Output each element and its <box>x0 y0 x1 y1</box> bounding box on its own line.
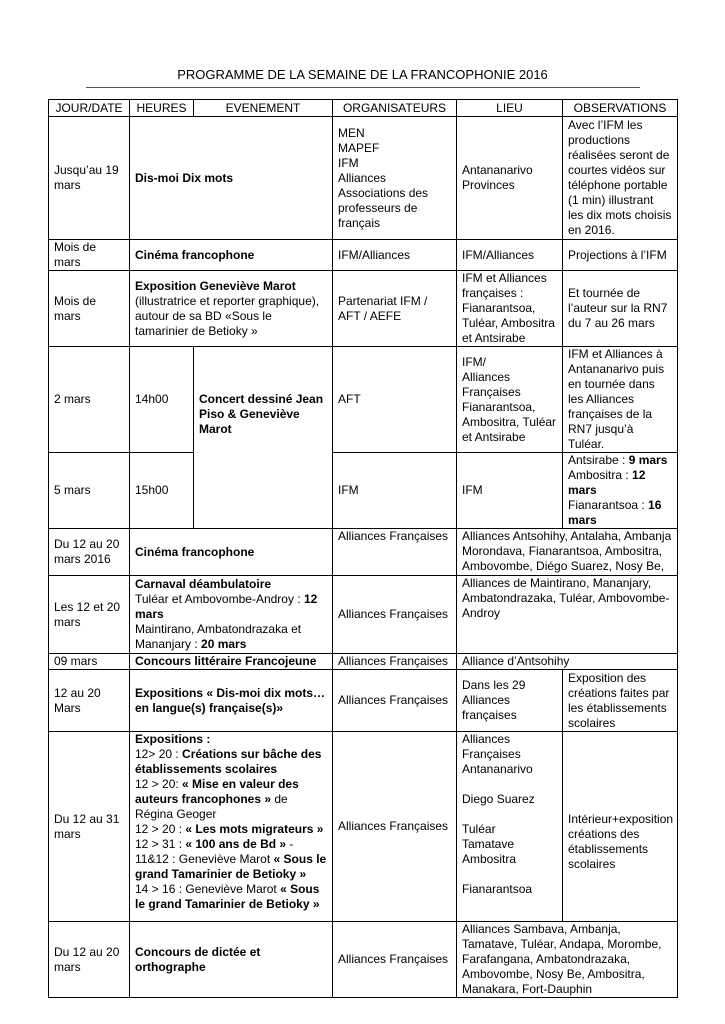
cell-place: IFM <box>457 453 563 529</box>
table-row <box>49 240 678 271</box>
cell-observations: Exposition des créations faites par les établissements scolaires <box>563 670 678 732</box>
cell-date: Mois de mars <box>49 240 130 271</box>
cell-event: Dis-moi Dix mots <box>130 117 333 240</box>
cell-date: 2 mars <box>49 347 130 453</box>
header-observations: OBSERVATIONS <box>563 100 678 117</box>
cell-organizers: AFT <box>333 347 457 453</box>
title-underline <box>86 87 640 88</box>
table-row <box>49 529 678 576</box>
table-header-row <box>49 100 678 117</box>
header-hours: HEURES <box>130 100 194 117</box>
cell-organizers: Alliances Françaises <box>333 922 457 998</box>
event-title: Exposition Geneviève Marot <box>135 278 296 293</box>
cell-organizers: MEN MAPEF IFM Alliances Associations des professeurs de français <box>333 117 457 240</box>
expo-name: Créations sur bâche des établissements scolaires <box>135 747 322 776</box>
cell-place: Dans les 29 Alliances françaises <box>457 670 563 732</box>
cell-place: Alliance d’Antsohihy <box>457 654 678 670</box>
expo-dates: 12> 20 : <box>135 747 183 761</box>
cell-date: Du 12 au 20 mars <box>49 922 130 998</box>
cell-date: Jusqu’au 19 mars <box>49 117 130 240</box>
page-title: PROGRAMME DE LA SEMAINE DE LA FRANCOPHONIE 2016 <box>177 67 548 82</box>
table-row <box>49 453 678 529</box>
cell-organizers: Alliances Françaises <box>333 732 457 922</box>
expo-name: « Sous le grand Tamarinier de Betioky » <box>135 882 320 911</box>
cell-date: 09 mars <box>49 654 130 670</box>
cell-event <box>130 576 333 654</box>
cell-place: IFM/Alliances <box>457 240 563 271</box>
obs-label: Fianarantsoa : <box>568 498 649 512</box>
cell-event: Expositions « Dis-moi dix mots… en langue(s) française(s)» <box>130 670 333 732</box>
table-row <box>49 347 678 453</box>
cell-organizers: Alliances Françaises <box>333 654 457 670</box>
cell-hours: 15h00 <box>130 453 194 529</box>
cell-event: Cinéma francophone <box>130 529 333 576</box>
event-line: Tuléar et Ambovombe-Androy : <box>135 592 304 606</box>
programme-table <box>48 99 678 998</box>
table-row <box>49 576 678 654</box>
cell-date: Les 12 et 20 mars <box>49 576 130 654</box>
expo-name: « Sous le grand Tamarinier de Betioky » <box>135 852 327 881</box>
event-title: Carnaval déambulatoire <box>135 577 272 591</box>
cell-place: Alliances Antsohihy, Antalaha, Ambanja Morondava, Fianarantsoa, Ambositra, Ambovombe, Diégo Suarez, Nosy Be, <box>457 529 678 576</box>
table-row <box>49 922 678 998</box>
cell-hours: 14h00 <box>130 347 194 453</box>
expo-dates: 12 > 31 : <box>135 837 186 851</box>
table-row <box>49 271 678 347</box>
cell-date: Du 12 au 31 mars <box>49 732 130 922</box>
expo-dates: 14 > 16 : Geneviève Marot <box>135 882 281 896</box>
expo-name: « 100 ans de Bd » <box>185 837 287 851</box>
expo-title: Expositions : <box>135 732 211 746</box>
cell-observations: Projections à l’IFM <box>563 240 678 271</box>
cell-organizers: IFM/Alliances <box>333 240 457 271</box>
cell-observations: Intérieur+exposition créations des établissements scolaires <box>563 732 678 922</box>
header-organizers: ORGANISATEURS <box>333 100 457 117</box>
table-row <box>49 732 678 922</box>
event-line: Maintirano, Ambatondrazaka et Mananjary : <box>135 622 302 651</box>
expo-dates: 11&12 : Geneviève Marot <box>135 852 274 866</box>
obs-label: Antsirabe : <box>568 453 629 467</box>
expo-dates: 12 > 20: <box>135 777 183 791</box>
cell-date: 12 au 20 Mars <box>49 670 130 732</box>
cell-observations <box>563 453 678 529</box>
cell-place: IFM et Alliances françaises : Fianarantsoa, Tuléar, Ambositra et Antsirabe <box>457 271 563 347</box>
table-row <box>49 117 678 240</box>
table-row <box>49 670 678 732</box>
cell-event <box>130 732 333 922</box>
cell-event: Concert dessiné Jean Piso & Geneviève Marot <box>194 347 333 529</box>
cell-place: Alliances Sambava, Ambanja, Tamatave, Tuléar, Andapa, Morombe, Farafangana, Ambatondrazaka, Ambovombe, Nosy Be, Ambositra, Manakara, Fort-Dauphin <box>457 922 678 998</box>
expo-dates: 12 > 20 : <box>135 822 186 836</box>
cell-date: 5 mars <box>49 453 130 529</box>
header-date: JOUR/DATE <box>49 100 130 117</box>
cell-place: IFM/ Alliances Françaises Fianarantsoa, Ambositra, Tuléar et Antsirabe <box>457 347 563 453</box>
cell-observations: Et tournée de l’auteur sur la RN7 du 7 au 26 mars <box>563 271 678 347</box>
expo-tail: de Régina Geoger <box>135 792 288 821</box>
expo-name: « Mise en valeur des auteurs francophones » <box>135 777 299 806</box>
cell-date: Du 12 au 20 mars 2016 <box>49 529 130 576</box>
cell-event: Concours de dictée et orthographe <box>130 922 333 998</box>
cell-observations: Avec l’IFM les productions réalisées seront de courtes vidéos sur téléphone portable (1 min) illustrant les dix mots choisis en 2016. <box>563 117 678 240</box>
cell-organizers: IFM <box>333 453 457 529</box>
header-event: EVENEMENT <box>194 100 333 117</box>
cell-place: Antananarivo Provinces <box>457 117 563 240</box>
table-row <box>49 654 678 670</box>
event-date: 20 mars <box>201 637 247 651</box>
cell-place: Alliances Françaises Antananarivo Diego Suarez Tuléar Tamatave Ambositra Fianarantsoa <box>457 732 563 922</box>
expo-tail: - <box>286 837 294 851</box>
cell-organizers: Alliances Françaises <box>333 670 457 732</box>
event-description: (illustratrice et reporter graphique), autour de sa BD «Sous le tamarinier de Betioky » <box>135 293 320 338</box>
cell-organizers: Alliances Françaises <box>333 529 457 576</box>
obs-date: 9 mars <box>628 453 668 467</box>
cell-date: Mois de mars <box>49 271 130 347</box>
obs-date: 16 mars <box>568 498 662 527</box>
expo-name: « Les mots migrateurs » <box>185 822 324 836</box>
cell-organizers: Alliances Françaises <box>333 576 457 654</box>
header-place: LIEU <box>457 100 563 117</box>
cell-event <box>130 271 333 347</box>
obs-date: 12 mars <box>568 468 646 497</box>
event-date: 12 mars <box>135 592 318 621</box>
cell-observations: IFM et Alliances à Antananarivo puis en tournée dans les Alliances françaises de la RN7 jusqu’à Tuléar. <box>563 347 678 453</box>
cell-event: Concours littéraire Francojeune <box>130 654 333 670</box>
cell-event: Cinéma francophone <box>130 240 333 271</box>
cell-place: Alliances de Maintirano, Mananjary, Ambatondrazaka, Tuléar, Ambovombe-Androy <box>457 576 678 654</box>
obs-label: Ambositra : <box>568 468 633 482</box>
cell-organizers: Partenariat IFM / AFT / AEFE <box>333 271 457 347</box>
